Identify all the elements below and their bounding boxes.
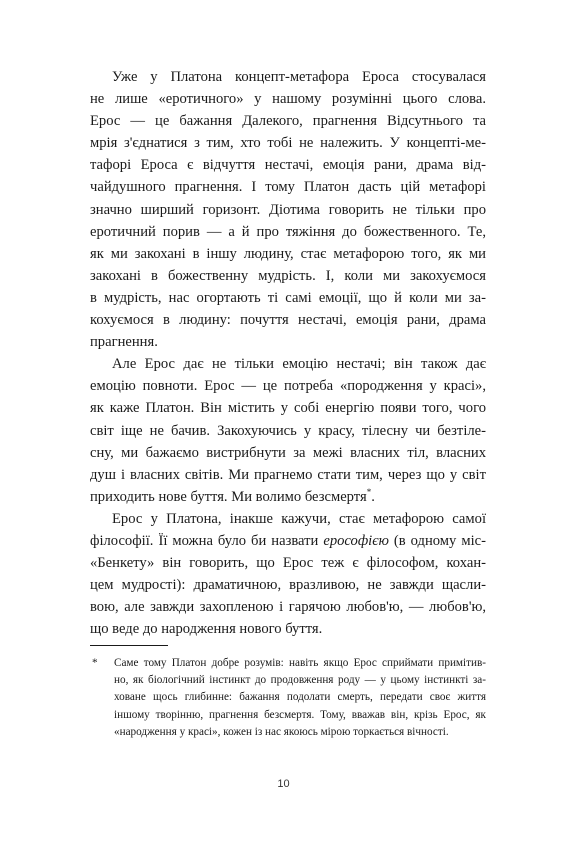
text-line: мрія з'єднатися з тим, хто тобі не належить. У концепті-ме- [90,135,486,152]
footnote-line: Саме тому Платон добре розумів: навіть якщо Ерос сприймати примітив- [114,657,486,669]
paragraph-1 [90,66,486,353]
text-line: тафорі Ероса є відчуття нестачі, емоція рани, драма від- [90,157,486,174]
text-line: не лише «еротичного» у нашому розумінні цього слова. [90,91,486,108]
text-line: Уже у Платона концепт-метафора Ероса стосувалася [112,69,486,85]
text-fragment: . [371,488,375,505]
text-line: Але Ерос дає не тільки емоцію нестачі; він також дає [112,356,486,373]
footnote-line: ховане щось глибинне: бажання подолати смерть, передати своє життя [114,691,486,704]
text-fragment: філософії. Її можна було би назвати [90,532,324,549]
paragraph-3 [90,508,486,641]
text-line: душ і власних світів. Ми прагнемо стати тим, через що у світ [90,466,486,483]
text-line: що веде до народження нового буття. [90,621,323,638]
footnote-line: «народження у красі», кожен із нас якоюсь мірою торкається вічності. [114,725,449,738]
page-number: 10 [277,778,290,790]
text-line: як каже Платон. Він містить у собі енергію появи того, чого [90,400,486,417]
paragraph-2 [90,353,486,508]
footnote-line: іншому творінню, прагнення безсмертя. Тому, вважав він, крізь Ерос, як [114,708,486,721]
footnote [90,655,486,741]
text-line: значно ширший горизонт. Діотима говорить не тільки про [90,201,486,218]
text-line: Ерос у Платона, інакше кажучи, стає метафорою самої [112,510,486,527]
text-line: «Бенкету» він говорить, що Ерос теж є філософом, кохан- [90,555,486,572]
text-fragment: (в одному міс- [388,532,486,549]
footnote-reference[interactable]: * [366,486,372,497]
italic-term: ерософією [323,532,389,549]
text-line: цем мудрості): драматичною, вразливою, не завжди щасли- [90,577,486,594]
footnote-line: но, як біологічний інстинкт до продовження роду — у цьому інстинкті за- [114,674,486,687]
text-line: прагнення. [90,334,158,351]
text-line-with-italic [90,530,486,552]
text-line: вою, але завжди захопленою і гарячою любов'ю, — любов'ю, [90,599,486,616]
text-line: світ іще не бачив. Закохуючись у красу, тілесну чи безтіле- [90,422,486,439]
text-line: еротичний порив — а й про тяжіння до божественного. Те, [90,223,486,240]
text-line: Ерос — це бажання Далекого, прагнення Відсутнього та [90,113,486,130]
footnote-marker: * [92,657,98,669]
text-line: як ми закохані в іншу людину, стає метафорою того, як ми [90,245,486,262]
text-line: в мудрість, нас огортають ті самі емоції, що й коли ми за- [90,289,486,306]
text-line: сну, ми бажаємо вистрибнути за межі власних тіл, власних [90,444,486,461]
text-line: закохані в божественну мудрість. І, коли ми закохуємося [90,267,486,284]
text-line: чайдушного прагнення. І тому Платон дасть цій метафорі [90,179,486,196]
footnote-divider [90,645,168,646]
main-text [90,66,486,640]
text-line: кохуємося в людину: почуття нестачі, емоція рани, драма [90,312,486,329]
text-line: емоцію повноти. Ерос — це потреба «породження у красі», [90,378,486,395]
text-fragment: приходить нове буття. Ми волимо безсмертя [90,488,367,505]
text-line-with-footnote [90,486,486,508]
